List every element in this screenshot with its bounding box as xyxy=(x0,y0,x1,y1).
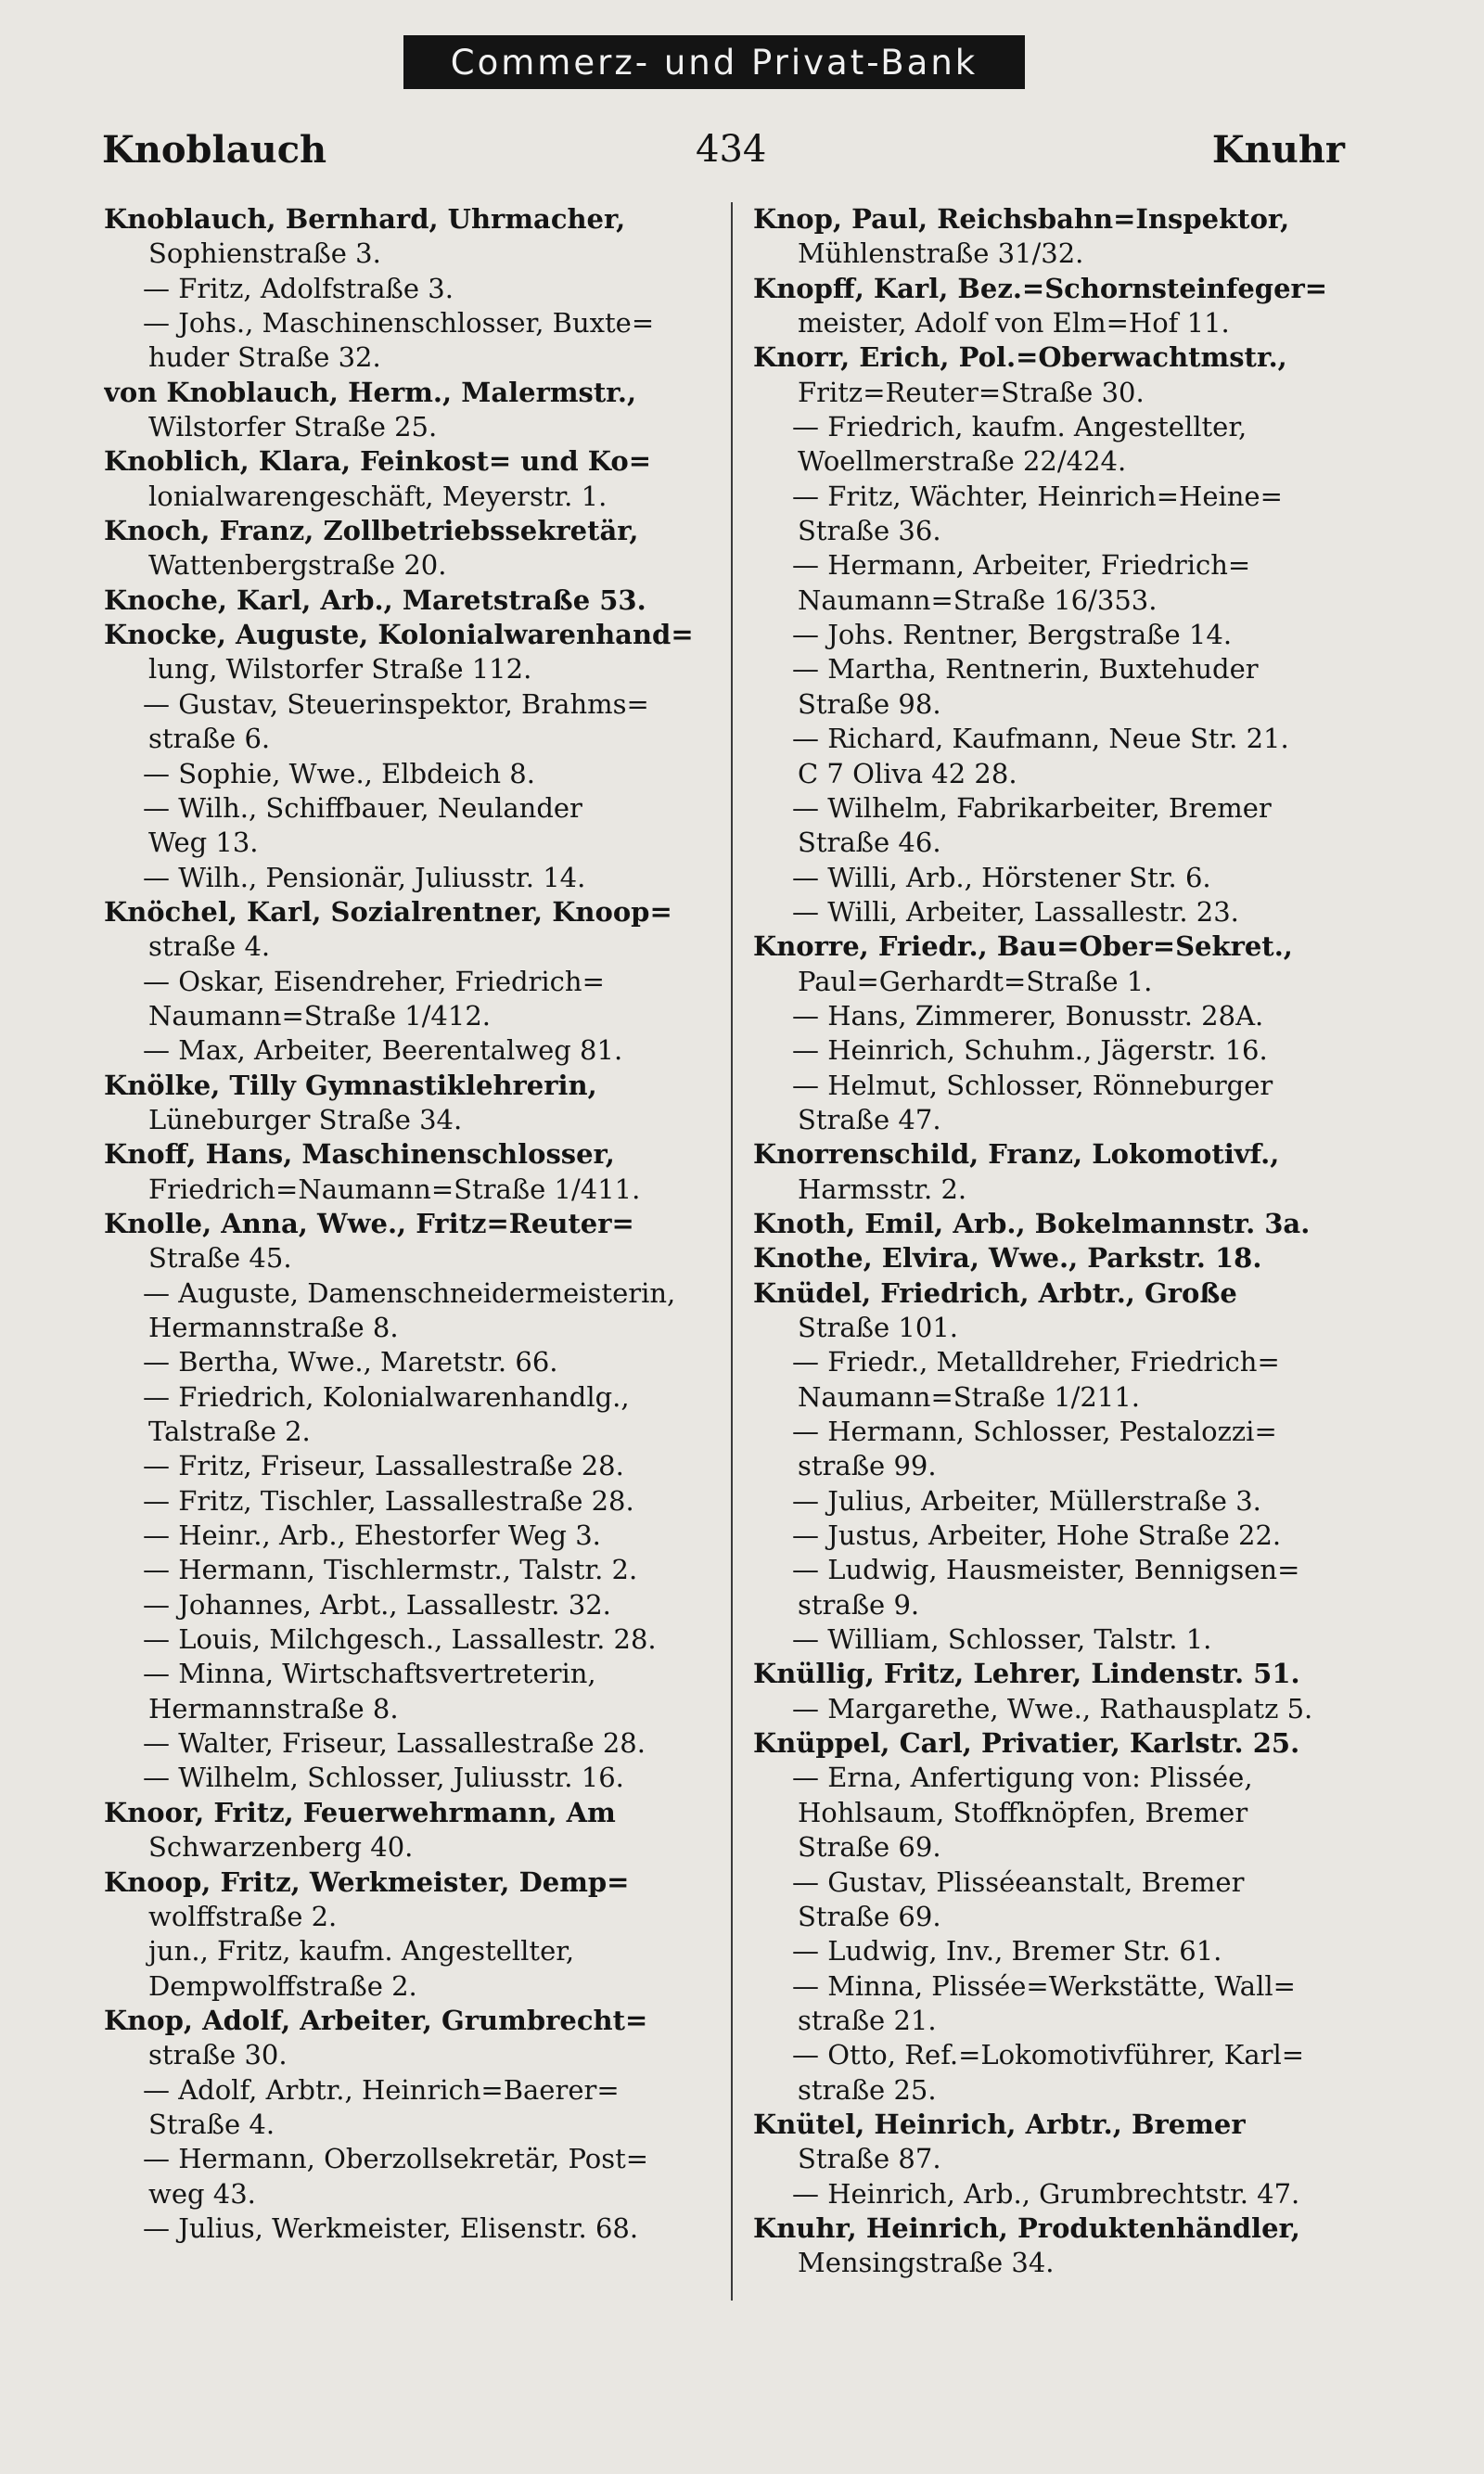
directory-entry-line: Knoch, Franz, Zollbetriebssekretär, xyxy=(104,515,639,547)
directory-entry-line: straße 21. xyxy=(798,2004,937,2036)
directory-entry-line: straße 4. xyxy=(148,930,271,963)
directory-entry-line: Straße 46. xyxy=(798,827,941,859)
directory-entry-line: Straße 45. xyxy=(148,1242,292,1275)
directory-entry-line: — Max, Arbeiter, Beerentalweg 81. xyxy=(143,1034,623,1067)
directory-entry-line: — Hermann, Arbeiter, Friedrich= xyxy=(792,549,1251,582)
directory-entry-line: Knorrenschild, Franz, Lokomotivf., xyxy=(753,1138,1280,1171)
directory-entry-line: — Johs., Maschinenschlosser, Buxte= xyxy=(143,307,655,340)
directory-entry-line: Knüppel, Carl, Privatier, Karlstr. 25. xyxy=(753,1727,1300,1760)
directory-entry-line: C 7 Oliva 42 28. xyxy=(798,757,1017,789)
page-header xyxy=(102,119,1345,184)
directory-entry-line: Wattenbergstraße 20. xyxy=(148,549,447,582)
directory-entry-line: — Gustav, Plisséeanstalt, Bremer xyxy=(792,1865,1245,1898)
directory-entry-line: — Julius, Arbeiter, Müllerstraße 3. xyxy=(792,1484,1261,1517)
directory-entry-line: lung, Wilstorfer Straße 112. xyxy=(148,653,532,686)
directory-entry-line: jun., Fritz, kaufm. Angestellter, xyxy=(148,1935,575,1968)
directory-entry-line: Knolle, Anna, Wwe., Fritz=Reuter= xyxy=(104,1207,634,1239)
page-number: 434 xyxy=(696,128,767,171)
directory-entry-line: von Knoblauch, Herm., Malermstr., xyxy=(104,376,637,408)
directory-entry-line: — Wilh., Schiffbauer, Neulander xyxy=(143,791,582,824)
directory-entry-line: — Friedr., Metalldreher, Friedrich= xyxy=(792,1346,1280,1378)
directory-entry-line: Knüdel, Friedrich, Arbtr., Große xyxy=(753,1276,1237,1309)
directory-entry-line: — Heinrich, Schuhm., Jägerstr. 16. xyxy=(792,1034,1268,1067)
directory-entry-line: Knop, Adolf, Arbeiter, Grumbrecht= xyxy=(104,2004,648,2036)
directory-entry-line: Straße 101. xyxy=(798,1312,958,1343)
directory-entry-line: — Richard, Kaufmann, Neue Str. 21. xyxy=(792,723,1289,755)
directory-entry-line: Naumann=Straße 16/353. xyxy=(798,583,1158,616)
directory-entry-line: straße 9. xyxy=(798,1588,920,1621)
directory-entry-line: — Auguste, Damenschneidermeisterin, xyxy=(143,1276,676,1309)
directory-entry-line: — Friedrich, kaufm. Angestellter, xyxy=(792,411,1247,443)
directory-entry-line: Straße 4. xyxy=(148,2108,275,2140)
directory-entry-line: — Adolf, Arbtr., Heinrich=Baerer= xyxy=(143,2073,620,2106)
directory-entry-line: Straße 47. xyxy=(798,1103,941,1135)
directory-entry-line: — Fritz, Friseur, Lassallestraße 28. xyxy=(143,1450,624,1482)
directory-entry-line: Friedrich=Naumann=Straße 1/411. xyxy=(148,1173,641,1205)
directory-entry-line: — Willi, Arbeiter, Lassallestr. 23. xyxy=(792,895,1239,928)
directory-entry-line: Mensingstraße 34. xyxy=(798,2247,1055,2279)
directory-entry-line: Knöchel, Karl, Sozialrentner, Knoop= xyxy=(104,895,672,928)
directory-entry-line: — Fritz, Tischler, Lassallestraße 28. xyxy=(143,1484,634,1517)
directory-entry-line: Knoor, Fritz, Feuerwehrmann, Am xyxy=(104,1796,616,1828)
directory-entry-line: — Johannes, Arbt., Lassallestr. 32. xyxy=(143,1588,611,1621)
directory-entry-line: — Johs. Rentner, Bergstraße 14. xyxy=(792,619,1233,651)
directory-entry-line: — Ludwig, Hausmeister, Bennigsen= xyxy=(792,1554,1300,1586)
directory-entry-line: — Minna, Wirtschaftsvertreterin, xyxy=(143,1658,596,1690)
directory-entry-line: — Otto, Ref.=Lokomotivführer, Karl= xyxy=(792,2039,1305,2071)
bank-banner: Commerz- und Privat-Bank xyxy=(403,35,1025,89)
directory-entry-line: — Hermann, Tischlermstr., Talstr. 2. xyxy=(143,1554,638,1586)
directory-entry-line: — Heinr., Arb., Ehestorfer Weg 3. xyxy=(143,1519,601,1552)
directory-entry-line: Hermannstraße 8. xyxy=(148,1692,399,1724)
directory-entry-line: — William, Schlosser, Talstr. 1. xyxy=(792,1623,1212,1656)
directory-entry-line: straße 99. xyxy=(798,1450,937,1482)
column-divider xyxy=(731,202,733,2301)
directory-entry-line: — Friedrich, Kolonialwarenhandlg., xyxy=(143,1380,630,1413)
directory-entry-line: Fritz=Reuter=Straße 30. xyxy=(798,376,1145,408)
directory-entry-line: Harmsstr. 2. xyxy=(798,1173,967,1205)
directory-entry-line: — Julius, Werkmeister, Elisenstr. 68. xyxy=(143,2211,639,2244)
directory-entry-line: — Louis, Milchgesch., Lassallestr. 28. xyxy=(143,1623,657,1656)
directory-entry-line: Straße 36. xyxy=(798,515,941,547)
directory-entry-line: Woellmerstraße 22/424. xyxy=(798,445,1127,478)
header-first-entry: Knoblauch xyxy=(102,128,327,172)
directory-entry-line: Straße 69. xyxy=(798,1831,941,1864)
directory-entry-line: Knoblauch, Bernhard, Uhrmacher, xyxy=(104,203,626,235)
directory-entry-line: Knorr, Erich, Pol.=Oberwachtmstr., xyxy=(753,341,1287,374)
directory-entry-line: Knoche, Karl, Arb., Maretstraße 53. xyxy=(104,583,646,616)
directory-entry-line: Knüllig, Fritz, Lehrer, Lindenstr. 51. xyxy=(753,1658,1300,1690)
directory-entry-line: Knoth, Emil, Arb., Bokelmannstr. 3a. xyxy=(753,1207,1311,1239)
directory-entry-line: Straße 98. xyxy=(798,687,941,720)
directory-entry-line: — Bertha, Wwe., Maretstr. 66. xyxy=(143,1346,558,1378)
directory-entry-line: Wilstorfer Straße 25. xyxy=(148,411,438,443)
directory-entry-line: meister, Adolf von Elm=Hof 11. xyxy=(798,307,1230,340)
directory-entry-line: Knoblich, Klara, Feinkost= und Ko= xyxy=(104,445,652,478)
directory-entry-line: — Sophie, Wwe., Elbdeich 8. xyxy=(143,757,535,789)
directory-entry-line: — Wilh., Pensionär, Juliusstr. 14. xyxy=(143,861,586,893)
directory-entry-line: — Hermann, Schlosser, Pestalozzi= xyxy=(792,1416,1277,1448)
directory-entry-line: Sophienstraße 3. xyxy=(148,237,381,270)
directory-entry-line: — Hermann, Oberzollsekretär, Post= xyxy=(143,2143,649,2175)
directory-entry-line: lonialwarengeschäft, Meyerstr. 1. xyxy=(148,480,608,512)
directory-entry-line: wolffstraße 2. xyxy=(148,1900,338,1932)
directory-entry-line: Hohlsaum, Stoffknöpfen, Bremer xyxy=(798,1796,1248,1828)
directory-entry-line: straße 25. xyxy=(798,2073,937,2106)
directory-entry-line: Naumann=Straße 1/211. xyxy=(798,1380,1140,1413)
directory-entry-line: Dempwolffstraße 2. xyxy=(148,1969,417,2002)
directory-entry-line: — Erna, Anfertigung von: Plissée, xyxy=(792,1762,1253,1794)
directory-entry-line: Schwarzenberg 40. xyxy=(148,1831,414,1864)
left-column xyxy=(104,202,722,2246)
directory-entry-line: — Fritz, Wächter, Heinrich=Heine= xyxy=(792,480,1283,512)
directory-entry-line: — Willi, Arb., Hörstener Str. 6. xyxy=(792,861,1211,893)
directory-entry-line: Knorre, Friedr., Bau=Ober=Sekret., xyxy=(753,930,1293,963)
directory-entry-line: Straße 69. xyxy=(798,1900,941,1932)
directory-entry-line: Weg 13. xyxy=(148,827,259,859)
directory-entry-line: Knölke, Tilly Gymnastiklehrerin, xyxy=(104,1069,597,1101)
directory-entry-line: — Justus, Arbeiter, Hohe Straße 22. xyxy=(792,1519,1282,1552)
directory-entry-line: — Gustav, Steuerinspektor, Brahms= xyxy=(143,687,649,720)
directory-entry-line: — Margarethe, Wwe., Rathausplatz 5. xyxy=(792,1692,1313,1724)
directory-entry-line: Lüneburger Straße 34. xyxy=(148,1103,463,1135)
directory-entry-line: Paul=Gerhardt=Straße 1. xyxy=(798,965,1153,997)
directory-entry-line: — Minna, Plissée=Werkstätte, Wall= xyxy=(792,1969,1296,2002)
directory-entry-line: straße 6. xyxy=(148,723,271,755)
directory-entry-line: — Ludwig, Inv., Bremer Str. 61. xyxy=(792,1935,1222,1968)
directory-entry-line: — Martha, Rentnerin, Buxtehuder xyxy=(792,653,1259,686)
directory-entry-line: — Heinrich, Arb., Grumbrechtstr. 47. xyxy=(792,2177,1300,2210)
directory-entry-line: — Wilhelm, Schlosser, Juliusstr. 16. xyxy=(143,1762,624,1794)
right-column xyxy=(753,202,1365,2281)
directory-entry-line: Knop, Paul, Reichsbahn=Inspektor, xyxy=(753,203,1290,235)
header-last-entry: Knuhr xyxy=(1211,128,1345,172)
directory-entry-line: — Walter, Friseur, Lassallestraße 28. xyxy=(143,1727,646,1760)
directory-entry-line: Talstraße 2. xyxy=(148,1416,311,1448)
directory-entry-line: weg 43. xyxy=(148,2177,256,2210)
directory-entry-line: — Oskar, Eisendreher, Friedrich= xyxy=(143,965,605,997)
directory-entry-line: Naumann=Straße 1/412. xyxy=(148,999,491,1032)
directory-entry-line: huder Straße 32. xyxy=(148,341,381,374)
directory-entry-line: Hermannstraße 8. xyxy=(148,1312,399,1343)
directory-entry-line: Knothe, Elvira, Wwe., Parkstr. 18. xyxy=(753,1242,1262,1275)
directory-entry-line: Straße 87. xyxy=(798,2143,941,2175)
directory-entry-line: Mühlenstraße 31/32. xyxy=(798,237,1084,270)
directory-entry-line: Knuhr, Heinrich, Produktenhändler, xyxy=(753,2211,1300,2244)
directory-entry-line: Knopff, Karl, Bez.=Schornsteinfeger= xyxy=(753,272,1328,304)
directory-entry-line: Knoff, Hans, Maschinenschlosser, xyxy=(104,1138,615,1171)
directory-entry-line: Knocke, Auguste, Kolonialwarenhand= xyxy=(104,619,694,651)
directory-entry-line: — Hans, Zimmerer, Bonusstr. 28A. xyxy=(792,999,1264,1032)
directory-entry-line: — Wilhelm, Fabrikarbeiter, Bremer xyxy=(792,791,1272,824)
directory-entry-line: — Helmut, Schlosser, Rönneburger xyxy=(792,1069,1273,1101)
directory-entry-line: Knütel, Heinrich, Arbtr., Bremer xyxy=(753,2108,1246,2140)
directory-entry-line: straße 30. xyxy=(148,2039,288,2071)
directory-entry-line: — Fritz, Adolfstraße 3. xyxy=(143,272,454,304)
directory-entry-line: Knoop, Fritz, Werkmeister, Demp= xyxy=(104,1865,630,1898)
